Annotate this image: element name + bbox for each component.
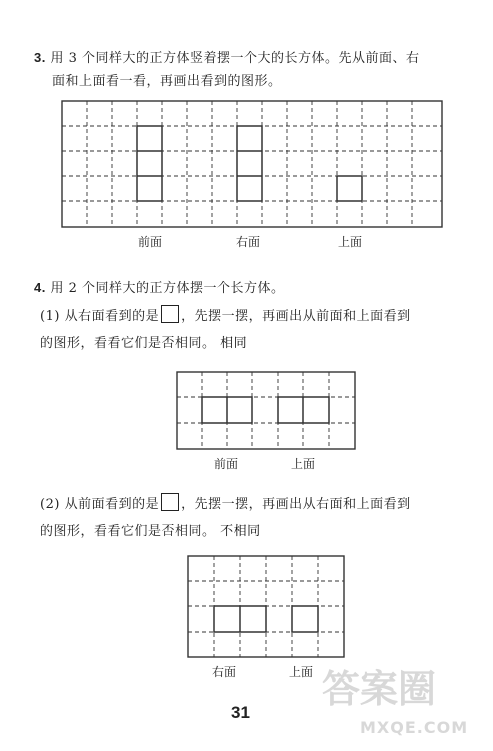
q3-label-right: 右面 (236, 235, 261, 249)
q4-part1-text-a: 从右面看到的是 (64, 309, 160, 324)
q4-part1-text-line2: 的图形，看看它们是否相同。 (40, 336, 216, 351)
q3-label-top: 上面 (338, 235, 363, 249)
q4-part1-label-top: 上面 (291, 457, 316, 471)
q4-number: 4. (34, 280, 46, 295)
q3-text-line1: 用 3 个同样大的正方体竖着摆一个大的长方体。先从前面、右 (50, 51, 420, 66)
q4-part2-answer: 不相同 (220, 524, 261, 539)
q4-intro: 用 2 个同样大的正方体摆一个长方体。 (50, 281, 285, 296)
page-number: 31 (231, 703, 250, 722)
q4-part2-text-a: 从前面看到的是 (64, 497, 160, 512)
q4-part1-marker: (1) (40, 309, 60, 324)
watermark-logo: 答案圈 (322, 667, 437, 711)
q4-part2-text-b: ，先摆一摆，再画出从右面和上面看到 (181, 497, 411, 512)
q4-part2-label-right: 右面 (212, 665, 237, 679)
q4-part2-label-top: 上面 (289, 665, 314, 679)
q4-part1-answer: 相同 (220, 336, 248, 351)
q3-text-line2: 面和上面看一看，再画出看到的图形。 (52, 74, 282, 89)
q4-part1-text-b: ，先摆一摆，再画出从前面和上面看到 (181, 309, 411, 324)
watermark-url: MXQE.COM (360, 718, 469, 737)
q4-part2-right-shape (214, 606, 266, 632)
q4-part2-marker: (2) (40, 497, 60, 512)
q4-part2-top-shape (292, 606, 318, 632)
q4-part1-label-front: 前面 (214, 457, 239, 471)
q3-label-front: 前面 (138, 235, 163, 249)
q4-part2-text-line2: 的图形，看看它们是否相同。 (40, 524, 216, 539)
q3-number: 3. (34, 50, 46, 65)
